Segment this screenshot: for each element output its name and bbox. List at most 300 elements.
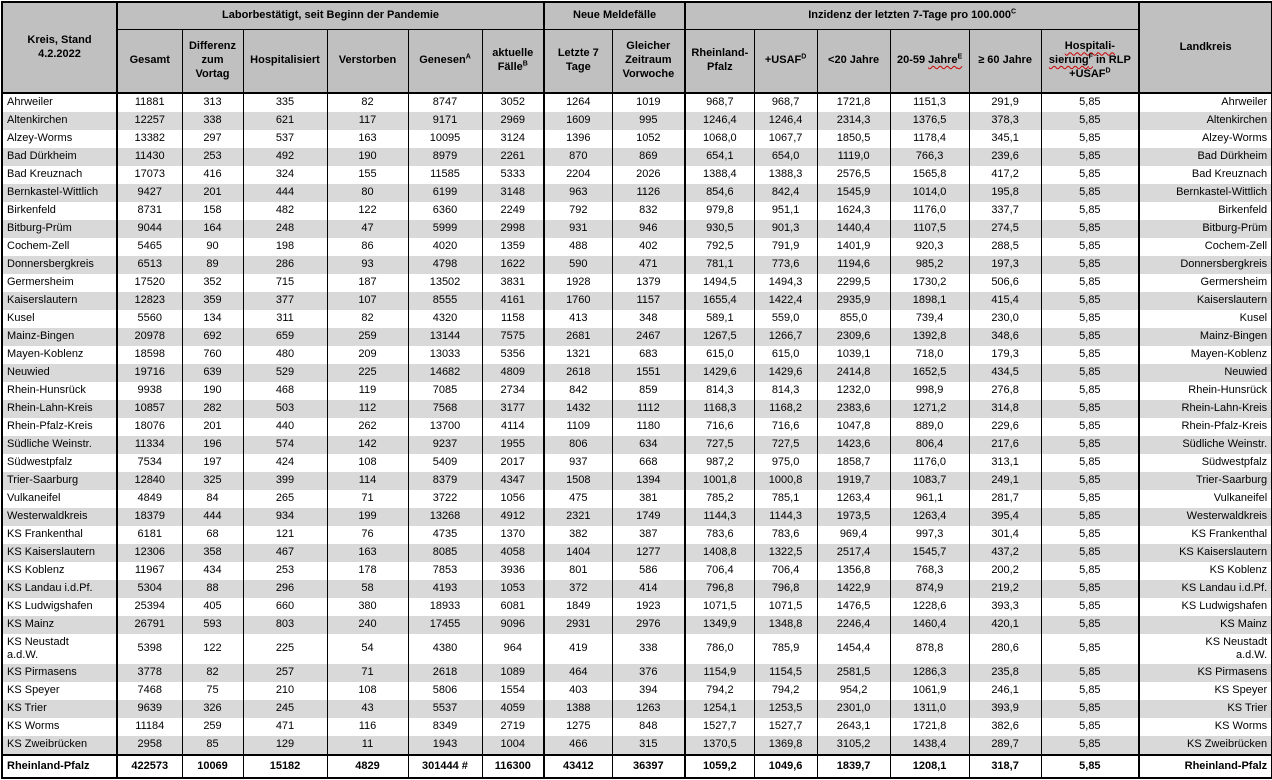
cell-differenz-zum-vortag: 190 [182,382,243,400]
cell-verstorben: 225 [327,364,408,382]
cell-gleicher-zeitraum-vorwoche: 683 [612,346,685,364]
misspelling-underline: Jahre$^E$ [928,53,963,67]
cell-unter-20-jahre: 1545,9 [817,184,890,202]
cell-gesamt: 17073 [117,166,182,184]
misspelling-underline: sierung$^F$ [1048,53,1093,67]
cell-differenz-zum-vortag: 297 [182,130,243,148]
cell-inzidenz-usaf: 716,6 [754,418,817,436]
cell-gesamt: 18379 [117,508,182,526]
cell-hospitalisiert: 377 [243,292,327,310]
cell-letzte-7-tage: 475 [544,490,612,508]
cell-aktuelle-faelle: 6081 [482,598,544,616]
cell-inzidenz-rheinland-pfalz: 1246,4 [685,112,754,130]
cell-20-59-jahre: 1652,5 [890,364,969,382]
cell-differenz-zum-vortag: 89 [182,256,243,274]
table-row [2,112,1272,130]
cell-differenz-zum-vortag: 197 [182,454,243,472]
cell-aktuelle-faelle: 4114 [482,418,544,436]
cell-gesamt: 9938 [117,382,182,400]
cell-letzte-7-tage: 806 [544,436,612,454]
cell-inzidenz-rheinland-pfalz: 1655,4 [685,292,754,310]
cell-gesamt: 10857 [117,400,182,418]
cell-kreis: Kaiserslautern [2,292,117,310]
cell-gleicher-zeitraum-vorwoche: 387 [612,526,685,544]
cell-genesen: 8555 [408,292,482,310]
cell-inzidenz-usaf: 975,0 [754,454,817,472]
cell-kreis: KS Ludwigshafen [2,598,117,616]
cell-letzte-7-tage: 2931 [544,616,612,634]
cell-letzte-7-tage: 1432 [544,400,612,418]
cell-differenz-zum-vortag: 352 [182,274,243,292]
table-row [2,274,1272,292]
cell-ab-60-jahre: 235,8 [969,664,1041,682]
cell-20-59-jahre: 874,9 [890,580,969,598]
cell-hospitalisiert: 660 [243,598,327,616]
cell-20-59-jahre: 998,9 [890,382,969,400]
cell-verstorben: 262 [327,418,408,436]
table-row [2,310,1272,328]
cell-hospitalisiert: 621 [243,112,327,130]
cell-differenz-zum-vortag: 405 [182,598,243,616]
cell-verstorben: 82 [327,93,408,112]
cell-20-59-jahre: 1083,7 [890,472,969,490]
cell-verstorben: 187 [327,274,408,292]
cell-20-59-jahre: 1438,4 [890,736,969,755]
cell-hospitalisierung: 5,85 [1041,364,1139,382]
cell-inzidenz-usaf: 968,7 [754,93,817,112]
cell-ab-60-jahre: 219,2 [969,580,1041,598]
cell-aktuelle-faelle: 3177 [482,400,544,418]
cell-differenz-zum-vortag: 253 [182,148,243,166]
cell-gesamt: 5560 [117,310,182,328]
cell-unter-20-jahre: 2581,5 [817,664,890,682]
cell-20-59-jahre: 1014,0 [890,184,969,202]
cell-gleicher-zeitraum-vorwoche: 2026 [612,166,685,184]
cell-hospitalisiert: 248 [243,220,327,238]
table-row [2,328,1272,346]
cell-verstorben: 4829 [327,755,408,778]
cell-letzte-7-tage: 842 [544,382,612,400]
cell-20-59-jahre: 1311,0 [890,700,969,718]
cell-letzte-7-tage: 413 [544,310,612,328]
cell-gesamt: 17520 [117,274,182,292]
table-row [2,634,1272,664]
column-header-hospitalisierung: Hospitali- sierung$^F$ in RLP $+USAF^D$ [1041,30,1139,94]
table-row [2,148,1272,166]
cell-inzidenz-usaf: 1246,4 [754,112,817,130]
cell-aktuelle-faelle: 3052 [482,93,544,112]
cell-landkreis: Bernkastel-Wittlich [1139,184,1272,202]
cell-genesen: 8349 [408,718,482,736]
cell-gleicher-zeitraum-vorwoche: 1019 [612,93,685,112]
cell-letzte-7-tage: 2618 [544,364,612,382]
cell-hospitalisiert: 15182 [243,755,327,778]
cell-landkreis: KS Kaiserslautern [1139,544,1272,562]
cell-landkreis: KS Landau i.d.Pf. [1139,580,1272,598]
cell-aktuelle-faelle: 2249 [482,202,544,220]
cell-hospitalisiert: 311 [243,310,327,328]
cell-hospitalisierung: 5,85 [1041,664,1139,682]
cell-verstorben: 11 [327,736,408,755]
cell-verstorben: 240 [327,616,408,634]
cell-verstorben: 54 [327,634,408,664]
cell-verstorben: 93 [327,256,408,274]
cell-gleicher-zeitraum-vorwoche: 1551 [612,364,685,382]
cell-hospitalisierung: 5,85 [1041,93,1139,112]
cell-hospitalisiert: 286 [243,256,327,274]
cell-landkreis: Kaiserslautern [1139,292,1272,310]
cell-aktuelle-faelle: 4347 [482,472,544,490]
cell-kreis: Bernkastel-Wittlich [2,184,117,202]
cell-unter-20-jahre: 2643,1 [817,718,890,736]
table-row [2,256,1272,274]
cell-ab-60-jahre: 197,3 [969,256,1041,274]
cell-ab-60-jahre: 393,9 [969,700,1041,718]
cell-20-59-jahre: 1061,9 [890,682,969,700]
cell-unter-20-jahre: 1454,4 [817,634,890,664]
cell-genesen: 5999 [408,220,482,238]
cell-genesen: 8747 [408,93,482,112]
cell-hospitalisiert: 659 [243,328,327,346]
cell-unter-20-jahre: 2383,6 [817,400,890,418]
cell-inzidenz-rheinland-pfalz: 1254,1 [685,700,754,718]
cell-gesamt: 11967 [117,562,182,580]
cell-landkreis: KS Speyer [1139,682,1272,700]
cell-20-59-jahre: 997,3 [890,526,969,544]
cell-verstorben: 259 [327,328,408,346]
cell-hospitalisierung: 5,85 [1041,718,1139,736]
covid-statistics-table [1,1,1272,779]
cell-inzidenz-rheinland-pfalz: 814,3 [685,382,754,400]
cell-inzidenz-rheinland-pfalz: 781,1 [685,256,754,274]
cell-gleicher-zeitraum-vorwoche: 1277 [612,544,685,562]
cell-landkreis: Alzey-Worms [1139,130,1272,148]
cell-kreis: Ahrweiler [2,93,117,112]
cell-differenz-zum-vortag: 359 [182,292,243,310]
column-header-inzidenz-usaf: $+USAF^D$ [754,30,817,94]
cell-gleicher-zeitraum-vorwoche: 2976 [612,616,685,634]
cell-inzidenz-rheinland-pfalz: 968,7 [685,93,754,112]
column-header-hospitalisiert: Hospitalisiert [243,30,327,94]
cell-gesamt: 7468 [117,682,182,700]
cell-genesen: 7568 [408,400,482,418]
cell-inzidenz-rheinland-pfalz: 727,5 [685,436,754,454]
cell-landkreis: KS Frankenthal [1139,526,1272,544]
cell-genesen: 13033 [408,346,482,364]
cell-differenz-zum-vortag: 358 [182,544,243,562]
cell-differenz-zum-vortag: 88 [182,580,243,598]
cell-gesamt: 9427 [117,184,182,202]
cell-ab-60-jahre: 395,4 [969,508,1041,526]
cell-unter-20-jahre: 1039,1 [817,346,890,364]
cell-20-59-jahre: 1286,3 [890,664,969,682]
cell-hospitalisierung: 5,85 [1041,274,1139,292]
cell-kreis: Mainz-Bingen [2,328,117,346]
column-header-letzte-7-tage: Letzte 7 Tage [544,30,612,94]
table-row [2,418,1272,436]
cell-differenz-zum-vortag: 338 [182,112,243,130]
cell-verstorben: 209 [327,346,408,364]
cell-gesamt: 5398 [117,634,182,664]
cell-landkreis: Rhein-Lahn-Kreis [1139,400,1272,418]
cell-ab-60-jahre: 437,2 [969,544,1041,562]
cell-differenz-zum-vortag: 158 [182,202,243,220]
cell-aktuelle-faelle: 4161 [482,292,544,310]
cell-hospitalisiert: 121 [243,526,327,544]
cell-letzte-7-tage: 466 [544,736,612,755]
cell-20-59-jahre: 739,4 [890,310,969,328]
cell-differenz-zum-vortag: 434 [182,562,243,580]
cell-differenz-zum-vortag: 10069 [182,755,243,778]
cell-verstorben: 178 [327,562,408,580]
cell-verstorben: 190 [327,148,408,166]
cell-aktuelle-faelle: 4912 [482,508,544,526]
cell-differenz-zum-vortag: 82 [182,664,243,682]
cell-genesen: 5409 [408,454,482,472]
cell-ab-60-jahre: 249,1 [969,472,1041,490]
cell-landkreis: KS Koblenz [1139,562,1272,580]
cell-inzidenz-usaf: 559,0 [754,310,817,328]
cell-hospitalisiert: 424 [243,454,327,472]
cell-genesen: 17455 [408,616,482,634]
table-body [2,93,1272,778]
cell-unter-20-jahre: 1263,4 [817,490,890,508]
cell-inzidenz-rheinland-pfalz: 786,0 [685,634,754,664]
cell-hospitalisiert: 471 [243,718,327,736]
cell-landkreis: KS Ludwigshafen [1139,598,1272,616]
cell-20-59-jahre: 985,2 [890,256,969,274]
cell-kreis: Cochem-Zell [2,238,117,256]
cell-hospitalisierung: 5,85 [1041,490,1139,508]
cell-gleicher-zeitraum-vorwoche: 402 [612,238,685,256]
cell-inzidenz-usaf: 785,1 [754,490,817,508]
cell-inzidenz-rheinland-pfalz: 987,2 [685,454,754,472]
cell-genesen: 14682 [408,364,482,382]
cell-hospitalisiert: 480 [243,346,327,364]
header-sub-row [2,30,1272,94]
cell-gleicher-zeitraum-vorwoche: 995 [612,112,685,130]
cell-verstorben: 43 [327,700,408,718]
cell-inzidenz-usaf: 796,8 [754,580,817,598]
cell-gleicher-zeitraum-vorwoche: 1749 [612,508,685,526]
column-header-verstorben: Verstorben [327,30,408,94]
cell-gleicher-zeitraum-vorwoche: 832 [612,202,685,220]
cell-20-59-jahre: 1208,1 [890,755,969,778]
cell-20-59-jahre: 1107,5 [890,220,969,238]
cell-gleicher-zeitraum-vorwoche: 376 [612,664,685,682]
cell-ab-60-jahre: 393,3 [969,598,1041,616]
cell-inzidenz-rheinland-pfalz: 979,8 [685,202,754,220]
cell-gesamt: 7534 [117,454,182,472]
cell-landkreis: Südwestpfalz [1139,454,1272,472]
cell-20-59-jahre: 1176,0 [890,202,969,220]
cell-genesen: 11585 [408,166,482,184]
cell-verstorben: 47 [327,220,408,238]
cell-differenz-zum-vortag: 201 [182,184,243,202]
cell-gesamt: 9639 [117,700,182,718]
cell-gleicher-zeitraum-vorwoche: 315 [612,736,685,755]
cell-verstorben: 71 [327,490,408,508]
cell-inzidenz-rheinland-pfalz: 1388,4 [685,166,754,184]
cell-inzidenz-usaf: 901,3 [754,220,817,238]
table-row [2,166,1272,184]
cell-inzidenz-rheinland-pfalz: 1071,5 [685,598,754,616]
cell-letzte-7-tage: 1321 [544,346,612,364]
cell-20-59-jahre: 718,0 [890,346,969,364]
cell-aktuelle-faelle: 3831 [482,274,544,292]
cell-inzidenz-rheinland-pfalz: 716,6 [685,418,754,436]
cell-differenz-zum-vortag: 90 [182,238,243,256]
table-row [2,436,1272,454]
cell-aktuelle-faelle: 2261 [482,148,544,166]
cell-hospitalisierung: 5,85 [1041,454,1139,472]
group-header-1: Neue Meldefälle [544,2,685,30]
cell-gleicher-zeitraum-vorwoche: 381 [612,490,685,508]
cell-gleicher-zeitraum-vorwoche: 348 [612,310,685,328]
cell-kreis: Vulkaneifel [2,490,117,508]
cell-gleicher-zeitraum-vorwoche: 848 [612,718,685,736]
cell-20-59-jahre: 889,0 [890,418,969,436]
cell-hospitalisiert: 467 [243,544,327,562]
cell-landkreis: KS Pirmasens [1139,664,1272,682]
cell-kreis: Alzey-Worms [2,130,117,148]
table-row [2,238,1272,256]
cell-hospitalisiert: 265 [243,490,327,508]
cell-hospitalisierung: 5,85 [1041,166,1139,184]
cell-landkreis: KS Mainz [1139,616,1272,634]
cell-genesen: 13144 [408,328,482,346]
cell-20-59-jahre: 1271,2 [890,400,969,418]
cell-inzidenz-rheinland-pfalz: 1144,3 [685,508,754,526]
cell-gleicher-zeitraum-vorwoche: 1379 [612,274,685,292]
cell-letzte-7-tage: 43412 [544,755,612,778]
cell-ab-60-jahre: 313,1 [969,454,1041,472]
cell-gesamt: 11184 [117,718,182,736]
cell-hospitalisiert: 444 [243,184,327,202]
table-row [2,454,1272,472]
cell-genesen: 2618 [408,664,482,682]
cell-hospitalisierung: 5,85 [1041,580,1139,598]
cell-hospitalisierung: 5,85 [1041,755,1139,778]
cell-gleicher-zeitraum-vorwoche: 471 [612,256,685,274]
cell-genesen: 4320 [408,310,482,328]
cell-gesamt: 6513 [117,256,182,274]
cell-genesen: 7853 [408,562,482,580]
cell-ab-60-jahre: 382,6 [969,718,1041,736]
cell-inzidenz-usaf: 1348,8 [754,616,817,634]
cell-differenz-zum-vortag: 760 [182,346,243,364]
cell-gleicher-zeitraum-vorwoche: 1126 [612,184,685,202]
cell-inzidenz-rheinland-pfalz: 1168,3 [685,400,754,418]
cell-letzte-7-tage: 2204 [544,166,612,184]
cell-gleicher-zeitraum-vorwoche: 869 [612,148,685,166]
table-row [2,544,1272,562]
cell-inzidenz-rheinland-pfalz: 794,2 [685,682,754,700]
cell-hospitalisiert: 537 [243,130,327,148]
cell-hospitalisierung: 5,85 [1041,202,1139,220]
table-row [2,682,1272,700]
cell-hospitalisiert: 253 [243,562,327,580]
cell-inzidenz-usaf: 785,9 [754,634,817,664]
cell-genesen: 18933 [408,598,482,616]
cell-genesen: 4798 [408,256,482,274]
cell-inzidenz-usaf: 654,0 [754,148,817,166]
cell-ab-60-jahre: 434,5 [969,364,1041,382]
cell-aktuelle-faelle: 1053 [482,580,544,598]
cell-letzte-7-tage: 931 [544,220,612,238]
cell-ab-60-jahre: 246,1 [969,682,1041,700]
cell-aktuelle-faelle: 4809 [482,364,544,382]
cell-aktuelle-faelle: 1359 [482,238,544,256]
cell-hospitalisierung: 5,85 [1041,736,1139,755]
cell-hospitalisiert: 482 [243,202,327,220]
cell-hospitalisierung: 5,85 [1041,436,1139,454]
cell-ab-60-jahre: 345,1 [969,130,1041,148]
cell-landkreis: Cochem-Zell [1139,238,1272,256]
misspelling-underline: Hospitali- [1064,40,1115,53]
cell-gesamt: 3778 [117,664,182,682]
cell-inzidenz-usaf: 1168,2 [754,400,817,418]
cell-aktuelle-faelle: 4059 [482,700,544,718]
cell-genesen: 5806 [408,682,482,700]
cell-letzte-7-tage: 1396 [544,130,612,148]
cell-inzidenz-usaf: 814,3 [754,382,817,400]
cell-hospitalisiert: 399 [243,472,327,490]
cell-ab-60-jahre: 195,8 [969,184,1041,202]
cell-hospitalisiert: 210 [243,682,327,700]
cell-hospitalisiert: 529 [243,364,327,382]
cell-ab-60-jahre: 239,6 [969,148,1041,166]
cell-genesen: 6360 [408,202,482,220]
cell-unter-20-jahre: 1858,7 [817,454,890,472]
cell-verstorben: 71 [327,664,408,682]
cell-inzidenz-rheinland-pfalz: 1059,2 [685,755,754,778]
cell-inzidenz-usaf: 1144,3 [754,508,817,526]
cell-genesen: 4735 [408,526,482,544]
cell-aktuelle-faelle: 1554 [482,682,544,700]
cell-inzidenz-usaf: 1388,3 [754,166,817,184]
cell-genesen: 6199 [408,184,482,202]
cell-inzidenz-rheinland-pfalz: 1408,8 [685,544,754,562]
cell-unter-20-jahre: 2935,9 [817,292,890,310]
cell-inzidenz-rheinland-pfalz: 1349,9 [685,616,754,634]
cell-20-59-jahre: 766,3 [890,148,969,166]
cell-letzte-7-tage: 2321 [544,508,612,526]
cell-20-59-jahre: 1376,5 [890,112,969,130]
cell-verstorben: 86 [327,238,408,256]
column-header-gleicher-zeitraum-vorwoche: Gleicher Zeitraum Vorwoche [612,30,685,94]
cell-kreis: KS Kaiserslautern [2,544,117,562]
cell-differenz-zum-vortag: 282 [182,400,243,418]
cell-letzte-7-tage: 1928 [544,274,612,292]
cell-landkreis: Rhein-Pfalz-Kreis [1139,418,1272,436]
cell-kreis: KS Mainz [2,616,117,634]
cell-hospitalisiert: 198 [243,238,327,256]
cell-hospitalisiert: 225 [243,634,327,664]
table-row [2,93,1272,112]
cell-genesen: 1943 [408,736,482,755]
cell-hospitalisierung: 5,85 [1041,634,1139,664]
cell-hospitalisierung: 5,85 [1041,598,1139,616]
cell-inzidenz-usaf: 1429,6 [754,364,817,382]
cell-inzidenz-rheinland-pfalz: 589,1 [685,310,754,328]
cell-verstorben: 80 [327,184,408,202]
table-row [2,400,1272,418]
total-row [2,755,1272,778]
cell-kreis: Bitburg-Prüm [2,220,117,238]
cell-inzidenz-usaf: 1071,5 [754,598,817,616]
cell-20-59-jahre: 1263,4 [890,508,969,526]
